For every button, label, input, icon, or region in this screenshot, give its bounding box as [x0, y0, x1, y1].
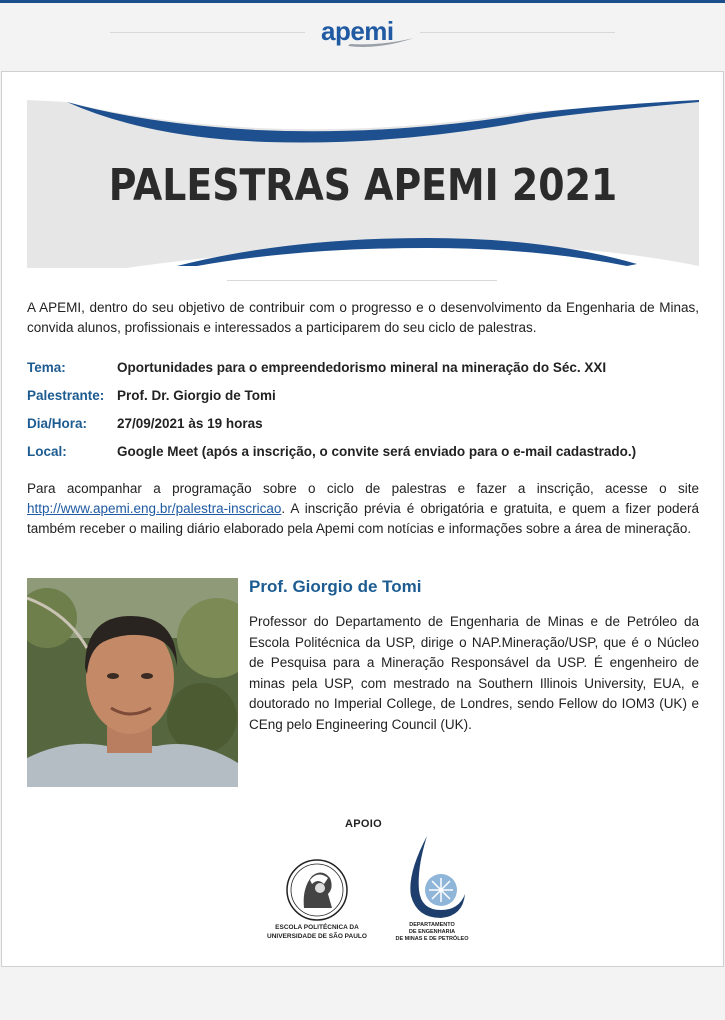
detail-row-tema	[27, 358, 699, 386]
palestrante-value: Prof. Dr. Giorgio de Tomi	[117, 388, 276, 403]
speaker-photo	[27, 578, 238, 787]
speaker-portrait-icon	[27, 578, 238, 787]
detail-row-palestrante	[27, 386, 699, 414]
logo-text: apemi	[321, 16, 394, 46]
poli-usp-logo	[252, 854, 382, 948]
header-rule-right	[420, 32, 615, 33]
support-label: APOIO	[345, 818, 382, 830]
poli-seal-icon	[282, 858, 352, 922]
diahora-label: Dia/Hora:	[27, 416, 88, 431]
dept-drop-icon	[397, 834, 467, 922]
speaker-bio: Professor do Departamento de Engenharia de Minas e de Petróleo da Escola Politécnica da USP, dirige o NAP.Mineração/USP, que é o Núcleo de Pesquisa para a Mineração Responsável da USP. É engenheiro de minas pela USP, com mestrado na Southern Illinois University, EUA, e doutorado no Imperial College, de Londres, sendo Fellow do IOM3 (UK) e CEng pelo Engineering Council (UK).	[249, 614, 699, 732]
newsletter-card	[1, 71, 724, 967]
local-label: Local:	[27, 444, 67, 459]
tema-label: Tema:	[27, 360, 66, 375]
dept-caption-line3: DE MINAS E DE PETRÓLEO	[395, 936, 469, 942]
intro-paragraph: A APEMI, dentro do seu objetivo de contribuir com o progresso e o desenvolvimento da Engenharia de Minas, convida alunos, profissionais e interessados a participarem do seu ciclo de palestras.	[27, 300, 699, 335]
event-details	[27, 358, 699, 470]
banner-title: PALESTRAS APEMI 2021	[108, 160, 618, 211]
speaker-name: Prof. Giorgio de Tomi	[249, 577, 422, 596]
apemi-logo	[318, 16, 418, 52]
dept-caption	[392, 922, 472, 943]
registration-text-before: Para acompanhar a programação sobre o ciclo de palestras e fazer a inscrição, acesse o site	[27, 481, 699, 496]
registration-paragraph	[27, 479, 699, 539]
poli-caption	[252, 923, 382, 941]
event-banner	[27, 98, 699, 268]
registration-link[interactable]: http://www.apemi.eng.br/palestra-inscricao	[27, 501, 282, 516]
detail-row-diahora	[27, 414, 699, 442]
dept-minas-logo	[392, 834, 482, 949]
detail-row-local	[27, 442, 699, 470]
poli-caption-line2: UNIVERSIDADE DE SÃO PAULO	[267, 933, 367, 940]
registration-text-after: . A inscrição prévia é obrigatória e gratuita, e quem a fizer poderá também receber o mailing diário elaborado pela Apemi com notícias e informações sobre a área de mineração.	[27, 501, 699, 536]
diahora-value: 27/09/2021 às 19 horas	[117, 416, 263, 431]
poli-caption-line1: ESCOLA POLITÉCNICA DA	[275, 924, 359, 931]
palestrante-label: Palestrante:	[27, 388, 105, 403]
local-value: Google Meet (após a inscrição, o convite será enviado para o e-mail cadastrado.)	[117, 444, 637, 459]
banner-divider	[227, 280, 497, 281]
dept-caption-line2: DE ENGENHARIA	[408, 929, 456, 935]
header-rule-left	[110, 32, 305, 33]
email-header	[0, 3, 725, 71]
dept-caption-line1: DEPARTAMENTO	[409, 922, 455, 928]
tema-value: Oportunidades para o empreendedorismo mineral na mineração do Séc. XXI	[117, 360, 607, 375]
